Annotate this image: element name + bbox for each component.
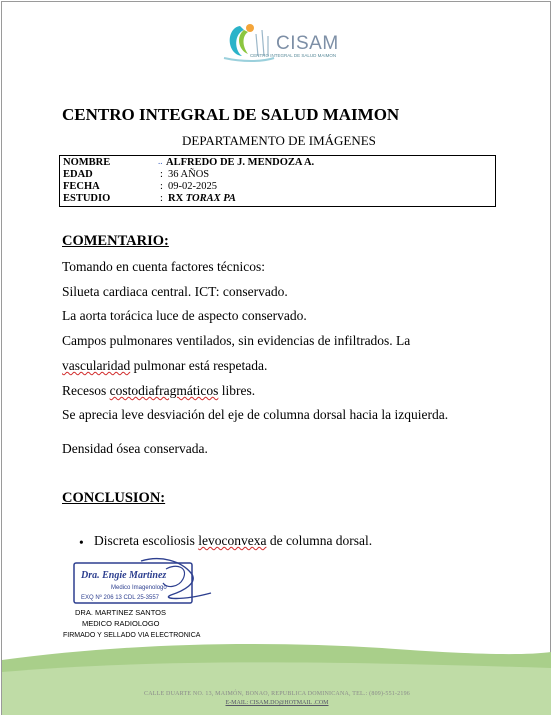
page-title: CENTRO INTEGRAL DE SALUD MAIMON [62,105,400,124]
info-separator: .. [158,156,163,166]
conclusion-text: Discreta escoliosis [94,533,195,548]
study-view: TORAX PA [185,193,236,204]
info-separator: : [160,181,163,192]
comment-heading: COMENTARIO: [62,233,169,249]
logo-text: CISAM [276,33,339,54]
spellcheck-word: vascularidad [62,358,131,373]
footer-email[interactable]: E-MAIL: CISAM.DO@HOTMAIL .COM [225,700,329,706]
logo-subtitle: CENTRO INTEGRAL DE SALUD MAIMON [250,53,337,58]
stamp-title: Medico Imagenologo [111,585,167,591]
info-separator: : [160,169,163,180]
info-value: 36 AÑOS [168,169,210,180]
stamp-exq: EXQ Nº 206 13 CDL 25-3557 [81,595,160,601]
signer-name: DRA. MARTINEZ SANTOS [75,608,166,617]
footer-address: CALLE DUARTE NO. 13, MAIMÓN, BONAO, REPUBLICA DOMINICANA, TEL.: (809)-551-2196 [144,691,410,697]
study-type: RX [168,193,184,204]
comment-line [62,358,267,374]
stamp-name: Dra. Engie Martinez [81,570,167,581]
signature-stamp [71,555,221,611]
comment-line: Campos pulmonares ventilados, sin evidencias de infiltrados. La [62,333,411,348]
comment-line: Densidad ósea conservada. [62,441,208,456]
spellcheck-word: levoconvexa [198,533,267,548]
department-title: DEPARTAMENTO DE IMÁGENES [182,133,376,148]
signer-title: MEDICO RADIOLOGO [82,619,160,628]
comment-text: libres. [221,383,256,398]
info-label: ESTUDIO [63,193,111,204]
bullet-icon: • [79,535,84,550]
patient-info-box [59,155,496,207]
info-value [168,193,236,204]
conclusion-item [94,533,372,549]
info-label: NOMBRE [63,157,111,168]
signature-note: FIRMADO Y SELLADO VIA ELECTRONICA [63,632,201,639]
info-separator: : [160,193,163,204]
comment-line: Tomando en cuenta factores técnicos: [62,259,265,274]
comment-text: pulmonar está respetada. [133,358,268,373]
comment-line: Se aprecia leve desviación del eje de columna dorsal hacia la izquierda. [62,407,449,422]
conclusion-text: de columna dorsal. [269,533,373,548]
comment-line [62,383,255,399]
conclusion-heading: CONCLUSION: [62,490,166,506]
comment-line: La aorta torácica luce de aspecto conservado. [62,308,307,323]
info-value: ALFREDO DE J. MENDOZA A. [166,157,315,168]
info-label: FECHA [63,181,100,192]
comment-line: Silueta cardiaca central. ICT: conservado. [62,284,288,299]
info-value: 09-02-2025 [168,181,217,192]
comment-text: Recesos [62,383,107,398]
info-label: EDAD [63,169,93,180]
spellcheck-word: costodiafragmáticos [109,383,219,398]
